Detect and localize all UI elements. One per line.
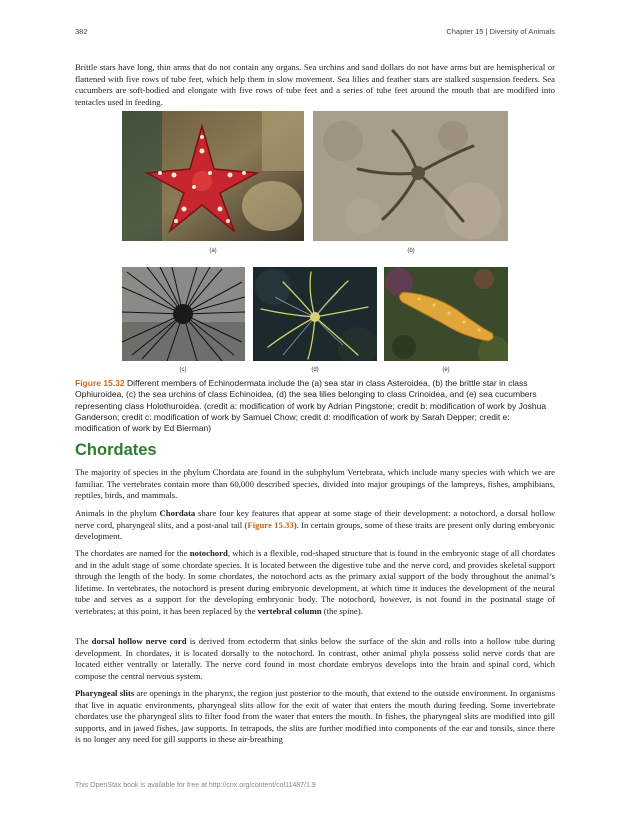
label-b: (b) [407,248,415,254]
intro-paragraph: Brittle stars have long, thin arms that do not contain any organs. Sea urchins and sand dollars do not have arms but are hemispherical or flattened with five rows of tube feet, which help them in slow movement. Sea lilies and feather stars are stalked suspension feeders. Sea cucumbers are soft-bodied and elongate with five rows of tube feet and a series of tube feet around the mouth that are modified into tentacles used in feeding. [75,62,555,107]
page-number: 382 [75,27,88,36]
text-run: The [75,636,92,646]
term-dorsal-hollow-nerve-cord: dorsal hollow nerve cord [91,636,187,646]
text-run: , which is a flexible, rod-shaped structure that is found in the embryonic stage of all chordates and in the adult stage of some chordate species. It is located between the digestive tube and the nerve cord, and provides skeletal support through the length of the body. In some chordates, the notochord acts as the primary axial support of the body throughout the animal’s lifetime. In vertebrates, the notochord is present during embryonic development, at which time it induces the development of the neural tube and serves as a support for the developing embryonic body. The notochord, however, is not found in the postnatal stage of vertebrates; at this point, it has been replaced by the [75,548,555,616]
text-run: share four key features that appear at some stage of their development: a notochord, a dorsal hollow nerve cord, pharyngeal slits, and a post-anal tail ( [75,508,556,530]
paragraph-notochord [75,548,555,618]
photo-sea-cucumber [384,267,508,361]
photo-sea-urchin [122,267,245,361]
label-e: (e) [442,367,450,373]
paragraph-nerve-cord [75,636,555,682]
label-d: (d) [311,367,319,373]
text-run: (the spine). [321,605,363,616]
figure-caption-label: Figure 15.32 [75,378,125,388]
footer-note: This OpenStax book is available for free at http://cnx.org/content/col11487/1.9 [75,782,316,789]
photo-sea-star [122,111,304,241]
chapter-title: Chapter 15 | Diversity of Animals [446,27,555,36]
term-chordata: Chordata [159,508,196,518]
term-vertebral-column: vertebral column [257,605,322,616]
figure-caption-text: Different members of Echinodermata include the (a) sea star in class Asteroidea, (b) the brittle star in class Ophiuroidea, (c) the sea urchins of class Echinoidea, (d) the sea lilies belonging to class Crinoidea, and (e) sea cucumbers representing class Holothuroidea. (credit a: modification of work by Adrian Pingstone; credit b: modification of work by Joshua Ganderson; credit c: modification of work by Samuel Chow; credit d: modification of work by Sarah Depper; credit e: modification of work by Ed Bierman) [75,378,547,434]
paragraph-chordata-features [75,508,555,543]
text-run: The chordates are named for the [75,548,190,558]
paragraph-pharyngeal-slits [75,688,555,746]
text-run: ). In certain groups, some of these traits are present only during embryonic development. [75,519,555,542]
photo-brittle-star [313,111,508,241]
label-a: (a) [209,248,217,254]
figure-caption [75,378,557,434]
photo-sea-lily [253,267,377,361]
paragraph-vertebrata: The majority of species in the phylum Chordata are found in the subphylum Vertebrata, which include many species with which we are familiar. The vertebrates contain more than 60,000 described species, divided into major groupings of the lampreys, fishes, amphibians, reptiles, birds, and mammals. [75,467,555,501]
text-run: Animals in the phylum [75,508,160,518]
term-notochord: notochord [189,548,228,558]
figure-15-33-link[interactable]: Figure 15.33 [247,519,294,530]
text-run: is derived from ectoderm that sinks below the surface of the skin and rolls into a hollow tube during development. In chordates, it is located dorsally to the notochord. In contrast, other animal phyla possess solid nerve cords that are located either ventrally or laterally. The nerve cord found in most chordate embryos develops into the brain and spinal cord, which compose the central nervous system. [75,636,556,681]
section-heading: Chordates [75,441,157,459]
label-c: (c) [179,367,187,373]
term-pharyngeal-slits: Pharyngeal slits [75,688,135,698]
text-run: are openings in the pharynx, the region just posterior to the mouth, that extend to the outside environment. In organisms that live in aquatic environments, pharyngeal slits allow for the exit of water that enters the mouth during feeding. Some invertebrate chordates use the pharyngeal slits to filter food from the water that enters the mouth. In fishes, the pharyngeal slits are modified into gill supports, and in jawed fishes, jaw supports. In tetrapods, the slits are further modified into components of the ear and tonsils, since there is no longer any need for gill supports in these air-breathing [75,688,555,745]
